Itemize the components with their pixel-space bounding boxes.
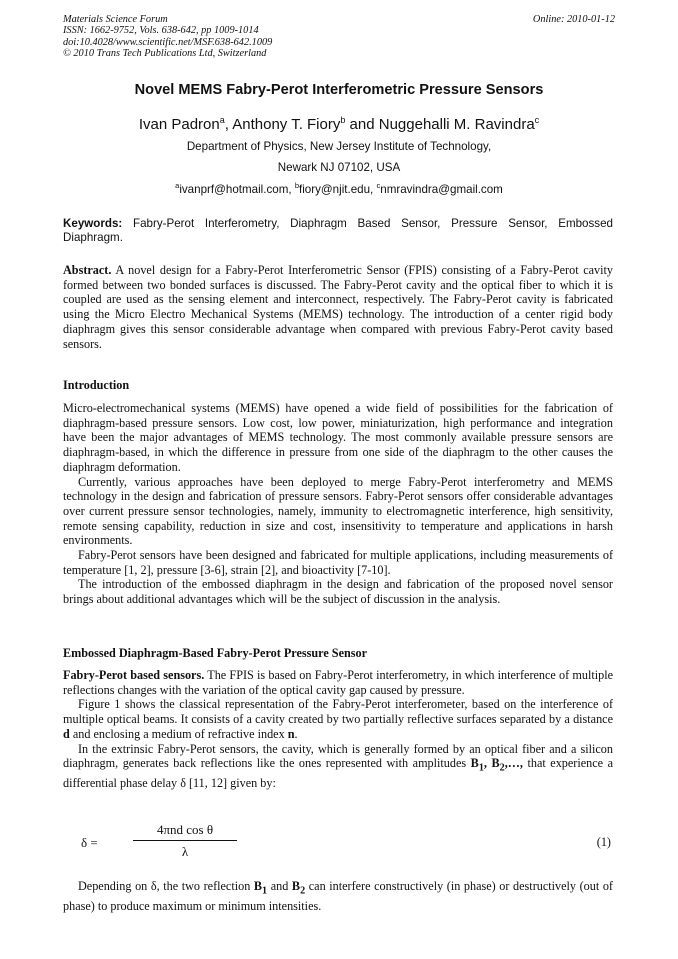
equation-number: (1) — [596, 835, 611, 849]
paragraph — [63, 697, 613, 741]
author-sup: c — [534, 115, 540, 125]
email-sup: c — [376, 181, 381, 190]
section-heading-introduction: Introduction — [63, 378, 130, 392]
equation-fraction — [133, 822, 237, 860]
paragraph-text: that experience a differential phase delay δ [11, 12] given by: — [63, 756, 613, 791]
author-name: Nuggehalli M. Ravindra — [378, 116, 535, 133]
author-name: Ivan Padron — [138, 116, 220, 133]
paragraph — [63, 668, 613, 697]
journal-header — [63, 14, 483, 60]
equation-denominator: λ — [181, 844, 189, 859]
author-name: Anthony T. Fiory — [232, 116, 341, 133]
equation-1 — [63, 818, 613, 868]
symbol-b: $B_1$ — [253, 879, 268, 897]
email-sup: a — [175, 181, 180, 190]
affiliation-line: Newark NJ 07102, USA — [277, 161, 401, 174]
author-sup: b — [340, 115, 346, 125]
keywords-text: Fabry-Perot Interferometry, Diaphragm Based Sensor, Pressure Sensor, Embossed Diaphragm. — [63, 217, 613, 245]
affiliation-line: Department of Physics, New Jersey Institute of Technology, — [186, 140, 492, 153]
paragraph: Depending on δ, the two reflection $B_1$ and $B_2$ can interfere constructively (in phase) or destructively (out of phase) to produce maximum or minimum intensities. — [63, 879, 613, 914]
paragraph-text: . — [294, 726, 298, 741]
symbol-b1: $B_1$, $B_2,\dots$, — [470, 756, 523, 774]
symbol-n: n — [287, 726, 295, 741]
author-separator: , — [224, 116, 233, 133]
introduction-body — [63, 401, 613, 607]
paragraph-text: The FPIS is based on Fabry-Perot interferometry, in which interference of multiple reflections changes with the variation of the optical cavity gap caused by pressure. — [63, 668, 614, 697]
paragraph-label: Fabry-Perot based sensors. — [63, 668, 205, 682]
paragraph-text: and enclosing a medium of refractive index — [69, 726, 288, 741]
journal-issn: ISSN: 1662-9752, Vols. 638-642, pp 1009-1014 — [63, 25, 259, 37]
equation-numerator: 4πnd cos θ — [156, 822, 214, 837]
author-sup: a — [219, 115, 225, 125]
paragraph — [63, 742, 613, 792]
paragraph: Micro-electromechanical systems (MEMS) have opened a wide field of possibilities for the fabrication of diaphragm-based pressure sensors. Low cost, low power, miniaturization, high performance and integration have been the major advantages of MEMS technology. The most commonly available pressure sensors are diaphragm-based, in which the difference in pressure from one side of the diaphragm to the other causes the diaphragm deformation. — [63, 401, 613, 474]
paragraph-text: Figure 1 shows the classical representation of the Fabry-Perot interferometer, based on the interference of multiple optical beams. It consists of a cavity created by two partially reflective surfaces separated by a distance — [63, 697, 613, 727]
abstract-label: Abstract. — [63, 263, 112, 277]
email-link[interactable]: nmravindra@gmail.com — [380, 182, 503, 196]
abstract-text: A novel design for a Fabry-Perot Interferometric Sensor (FPIS) consisting of a Fabry-Perot cavity formed between two bonded surfaces is discussed. The Fabry-Perot cavity and the optical fiber to which it is coupled are used as the sensing element and interconnect, respectively. The Fabry-Perot cavity is fabricated using the Micro Electro Mechanical Systems (MEMS) technology. The introduction of a center rigid body diaphragm gives this sensor considerable advantage when compared with previous Fabry-Perot cavity based sensors. — [63, 263, 613, 351]
symbol-d: d — [63, 726, 70, 741]
paper-title: Novel MEMS Fabry-Perot Interferometric Pressure Sensors — [134, 82, 544, 98]
journal-name: Materials Science Forum — [63, 14, 168, 25]
paragraph: Currently, various approaches have been deployed to merge Fabry-Perot interferometry and MEMS technology in the design and fabrication of pressure sensors. Fabry-Perot sensors offer considerable advantages over current pressure sensor technologies, namely, immunity to electromagnetic interference, high sensitivity, remote sensing capability, reduction in size and cost, insensitivity to temperature and applications in harsh environments. — [63, 474, 613, 548]
journal-copyright: © 2010 Trans Tech Publications Ltd, Switzerland — [63, 48, 267, 60]
keywords — [63, 217, 613, 246]
paragraph: The introduction of the embossed diaphragm in the design and fabrication of the proposed novel sensor brings about additional advantages which will be the subject of discussion in the analysis. — [63, 577, 613, 607]
keywords-label: Keywords: — [63, 217, 123, 230]
section-heading-embossed: Embossed Diaphragm-Based Fabry-Perot Pressure Sensor — [63, 646, 368, 660]
abstract — [63, 263, 613, 351]
paragraph-text: In the extrinsic Fabry-Perot sensors, the cavity, which is generally formed by an optical fiber and a silicon diaphragm, generates back reflections like the ones represented with amplitudes — [63, 741, 613, 771]
paragraph: Fabry-Perot sensors have been designed and fabricated for multiple applications, including measurements of temperature [1, 2], pressure [3-6], strain [2], and bioactivity [7-10]. — [63, 548, 613, 577]
paragraph-text: can interfere constructively (in phase) or destructively (out of phase) to produce maximum or minimum intensities. — [63, 879, 613, 914]
author-emails — [0, 181, 678, 196]
symbol-b: $B_2$ — [291, 879, 306, 897]
section-body-continued — [63, 879, 613, 914]
author-separator: and — [349, 116, 379, 133]
online-date: Online: 2010-01-12 — [532, 14, 615, 25]
email-link[interactable]: fiory@njit.edu, — [299, 182, 377, 196]
journal-doi: doi:10.4028/www.scientific.net/MSF.638-642.1009 — [63, 36, 273, 48]
author-list — [0, 115, 678, 133]
email-sup: b — [294, 181, 299, 190]
equation-lhs: δ = — [81, 835, 98, 850]
email-link[interactable]: ivanprf@hotmail.com, — [179, 182, 295, 196]
section-body — [63, 668, 613, 791]
paragraph-text: Depending on δ, the two reflection — [78, 879, 254, 893]
